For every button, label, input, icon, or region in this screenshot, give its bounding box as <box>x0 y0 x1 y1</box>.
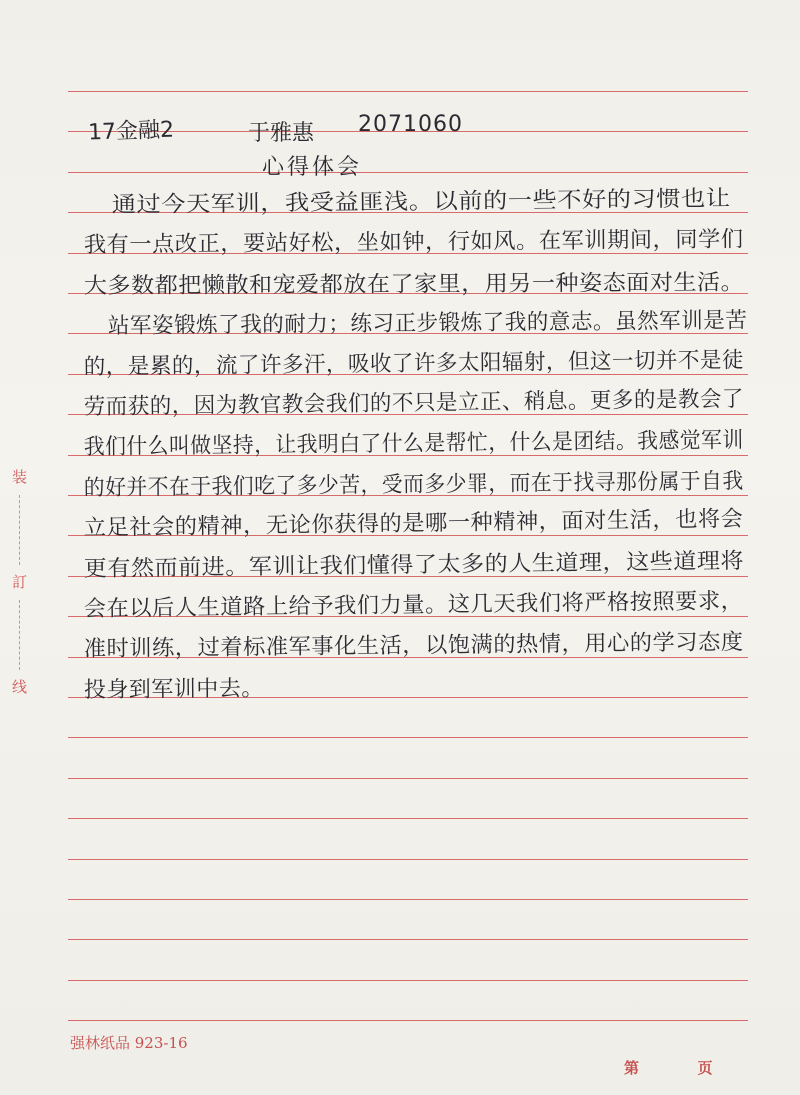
ruled-line <box>68 859 748 860</box>
essay-line: 的好并不在于我们吃了多少苦，受而多少罪，而在于找寻那份属于自我 <box>83 468 744 501</box>
ruled-line <box>68 980 748 981</box>
essay-line: 大多数都把懒散和宠爱都放在了家里，用另一种姿态面对生活。 <box>83 270 745 299</box>
paper-brand: 强林纸品 923-16 <box>70 1034 188 1052</box>
essay-line: 立足社会的精神，无论你获得的是哪一种精神，面对生活，也将会 <box>83 506 744 542</box>
ruled-line <box>68 1020 748 1021</box>
page-suffix: 页 <box>697 1059 713 1077</box>
essay-title: 心得体会 <box>262 155 363 180</box>
binding-mark-xian: 线 <box>12 678 28 696</box>
essay-line: 的，是累的，流了许多汗，吸收了许多太阳辐射，但这一切并不是徒 <box>83 347 745 380</box>
page-number-label <box>624 1057 713 1078</box>
essay-line: 劳而获的，因为教官教会我们的不只是立正、稍息。更多的是教会了 <box>83 386 745 421</box>
essay-line: 会在以后人生道路上给予我们力量。这几天我们将严格按照要求， <box>83 588 744 623</box>
page-prefix: 第 <box>624 1059 640 1077</box>
essay-line: 投身到军训中去。 <box>83 676 265 703</box>
ruled-line <box>68 818 748 819</box>
binding-mark-zhuang: 装 <box>12 468 28 486</box>
ruled-line <box>68 737 748 738</box>
essay-line: 更有然而前进。军训让我们懂得了太多的人生道理，这些道理将 <box>83 548 745 582</box>
student-name: 于雅惠 <box>248 121 315 146</box>
ruled-line <box>68 939 748 940</box>
essay-line: 通过今天军训，我受益匪浅。以前的一些不好的习惯也让 <box>111 186 731 219</box>
ruled-line <box>68 172 748 173</box>
essay-line: 我有一点改正，要站好松，坐如钟，行如风。在军训期间，同学们 <box>83 227 744 259</box>
class-name: 17金融2 <box>87 117 175 146</box>
essay-line: 站军姿锻炼了我的耐力；练习正步锻炼了我的意志。虽然军训是苦 <box>107 308 748 340</box>
essay-line: 我们什么叫做坚持，让我明白了什么是帮忙，什么是团结。我感觉军训 <box>83 428 744 461</box>
binding-mark-ding: 訂 <box>12 573 28 591</box>
student-id: 2071060 <box>358 112 463 137</box>
ruled-line <box>68 91 748 92</box>
ruled-line <box>68 778 748 779</box>
ruled-line <box>68 899 748 900</box>
binding-margin <box>12 460 27 705</box>
essay-line: 准时训练，过着标准军事化生活，以饱满的热情，用心的学习态度 <box>83 630 744 663</box>
